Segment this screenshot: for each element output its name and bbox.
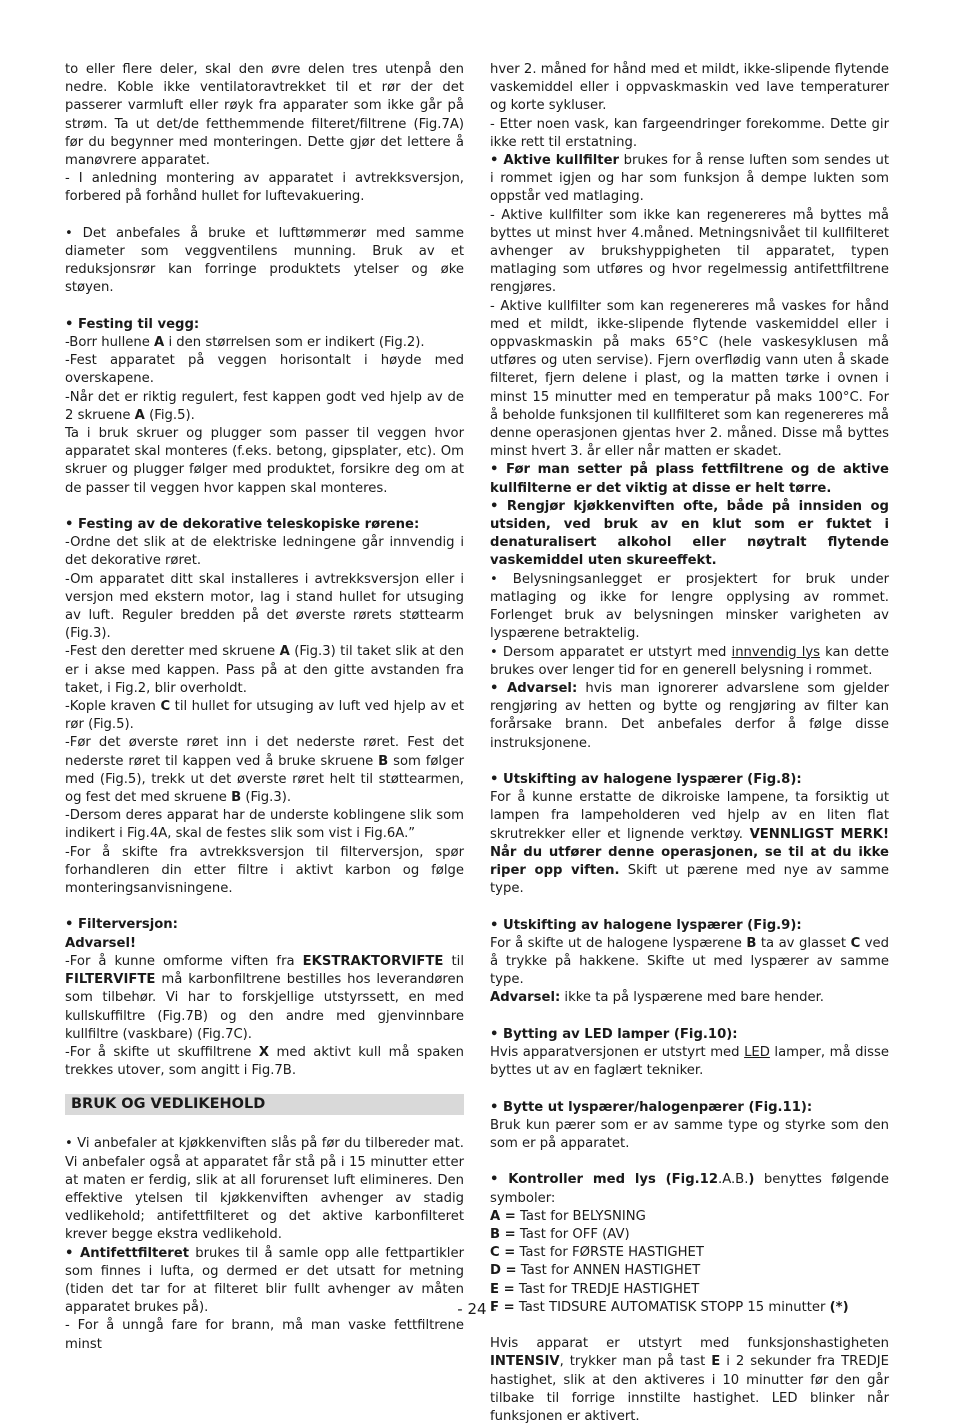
subheading-filter-version: • Filterversjon: — [65, 917, 178, 933]
subheading-warning: Advarsel! — [65, 935, 136, 951]
paragraph: -Kople kraven C til hullet for utsuging av luft ved hjelp av et rør (Fig.5). — [65, 699, 464, 733]
key-legend-item: D = Tast for ANNEN HASTIGHET — [490, 1263, 701, 1279]
paragraph: -Når det er riktig regulert, fest kappen godt ved hjelp av de 2 skruene A (Fig.5). — [65, 389, 464, 423]
subheading-fig11: • Bytte ut lyspærer/halogenpærer (Fig.11): — [490, 1099, 813, 1115]
paragraph: - I anledning montering av apparatet i avtrekksversjon, forbered på forhånd hullet for luftevakuering. — [65, 171, 464, 205]
paragraph: -Borr hullene A i den størrelsen som er indikert (Fig.2). — [65, 335, 425, 351]
paragraph: • Aktive kullfilter brukes for å rense luften som sendes ut i rommet igjen og har som funksjon å dempe lukten som oppstår ved matlaging. — [490, 153, 889, 205]
paragraph: -For å skifte ut skuffiltrene X med aktivt kull må spaken trekkes utover, som angitt i Fig.7B. — [65, 1044, 465, 1079]
paragraph: - Aktive kullfilter som ikke kan regenereres må byttes må byttes ut minst hver 4.måned. Metningsnivået til kullfilteret avhenger av brukshyppigheten til apparatet, typen matlaging som utføres og hvor regelmessig antifettfiltrene rengjøres. — [490, 207, 889, 296]
subheading-fig8: • Utskifting av halogene lyspærer (Fig.8): — [490, 771, 802, 787]
paragraph: -Før det øverste røret inn i det nederste røret. Fest det nederste røret til kappen ved å bruke skruene B som følger med (Fig.5), trekk ut det øverste røret helt til støttearmen, og fest det med skruene B (Fig.3). — [65, 735, 464, 806]
subheading-telescopic-tubes: • Festing av de dekorative teleskopiske rørene: — [65, 517, 420, 533]
paragraph: - Aktive kullfilter som kan regenereres må vaskes for hånd med et mildt, ikke-slipende flytende vaskemiddel eller i oppvaskmaskin på maks 65°C (hele vaskesyklusen må utføres og uten servise). Fjern overflødig vann uten å skade filteret, fjern delene i plast, og la matten tørke i ovnen i minst 15 minutter med en temperatur på maks 100°C. For å beholde funksjonen til kullfilteret som kan regenereres må denne operasjonen gjentas hver 2. måned. Disse må byttes minst hvert 3. år eller når matten er skadet. — [490, 298, 889, 460]
paragraph: -Dersom deres apparat har de underste koblingene slik som indikert i Fig.4A, skal de festes slik som vist i Fig.6A.” — [65, 808, 464, 842]
paragraph: to eller flere deler, skal den øvre delen tres utenpå den nedre. Koble ikke ventilatoravtrekket til et rør der det passerer varmluft eller røyk fra apparater som ikke går på strøm. Ta ut det/de fetthemmende filteret/filtrene (Fig.7A) før du begynner med monteringen. Dette gjør det lettere å manøvrere apparatet. — [65, 62, 464, 169]
subheading-wall-mounting: • Festing til vegg: — [65, 316, 200, 332]
subheading-fig10: • Bytting av LED lamper (Fig.10): — [490, 1026, 738, 1042]
key-legend-item: F = Tast TIDSURE AUTOMATISK STOPP 15 minutter (*) — [490, 1299, 849, 1315]
paragraph: - For å unngå fare for brann, må man vaske fettfiltrene minst — [65, 1318, 464, 1352]
paragraph: Advarsel: ikke ta på lyspærene med bare hender. — [490, 990, 824, 1006]
paragraph: • Advarsel: hvis man ignorerer advarslene som gjelder rengjøring av hetten og bytte og rengjøring av filter kan forårsake brann. Det anbefales derfor å følge disse instruksjonene. — [490, 680, 889, 751]
paragraph: hver 2. måned for hånd med et mildt, ikke-slipende flytende vaskemiddel eller i oppvaskmaskin ved lave temperaturer og korte sykluser. — [490, 62, 889, 114]
key-legend-item: C = Tast for FØRSTE HASTIGHET — [490, 1245, 704, 1261]
paragraph: -For å skifte fra avtrekksversjon til filterversjon, spør forhandleren din etter filtre i aktivt karbon og følge monteringsanvisningene. — [65, 844, 464, 897]
key-legend-item: E = Tast for TREDJE HASTIGHET — [490, 1281, 700, 1297]
paragraph: • Rengjør kjøkkenviften ofte, både på innsiden og utsiden, ved bruk av en klut som er fuktet i denaturalisert alkohol eller nøytralt flytende vaskemiddel uten skureeffekt. — [490, 498, 889, 569]
paragraph: -Fest den deretter med skruene A (Fig.3) til taket slik at den er i akse med kappen. Pass på at den gitte avstanden fra taket, i Fig.2, blir overholdt. — [65, 644, 464, 696]
paragraph: Hvis apparatversjonen er utstyrt med LED lamper, må disse byttes ut av en faglært tekniker. — [490, 1044, 889, 1079]
paragraph: Hvis apparat er utstyrt med funksjonshastigheten INTENSIV, trykker man på tast E i 2 sekunder fra TREDJE hastighet, slik at den aktiveres i 10 minutter før den går tilbake til forrige innstilte hastighet. LED blinker når funksjonen er aktivert. — [490, 1336, 889, 1424]
subheading-controls: • Kontroller med lys (Fig.12.A.B.) benyttes følgende symboler: — [490, 1172, 889, 1206]
paragraph: - Etter noen vask, kan fargeendringer forekomme. Dette gir ikke rett til erstatning. — [490, 116, 889, 150]
paragraph: Bruk kun pærer som er av samme type og styrke som den som er på apparatet. — [490, 1117, 889, 1151]
left-column — [65, 61, 464, 1354]
paragraph: • Vi anbefaler at kjøkkenviften slås på før du tilbereder mat. Vi anbefaler også at apparatet får stå på i 15 minutter etter at maten er ferdig, slik at all forurenset luft elimineres. Den effektive ytelsen til kjøkkenviften avhenger av stadig vedlikehold; antifettfilteret og det aktive karbonfilteret krever begge ekstra vedlikehold. — [65, 1136, 464, 1243]
paragraph: • Belysningsanlegget er prosjektert for bruk under matlaging og ikke for lengre opplysing av rommet. Forlenget bruk av belysningen minsker varigheten av lyspærene betraktelig. — [490, 571, 889, 642]
paragraph: -Om apparatet ditt skal installeres i avtrekksversjon eller i versjon med ekstern motor, lag i stand hullet for utsuging av luft. Reguler bredden på det øverste rørets støttearm (Fig.3). — [65, 571, 464, 642]
paragraph: -Fest apparatet på veggen horisontalt i høyde med overskapene. — [65, 353, 464, 387]
section-heading: BRUK OG VEDLIKEHOLD — [65, 1094, 464, 1115]
paragraph: For å kunne erstatte de dikroiske lampene, ta forsiktig ut lampen fra lampeholderen ved hjelp av en liten flat skrutrekker eller et lignende verktøy. VENNLIGST MERK! Når du utfører denne operasjonen, se til at du ikke riper opp viften. Skift ut pærene med nye av samme type. — [490, 790, 889, 897]
paragraph: For å skifte ut de halogene lyspærene B ta av glasset C ved å trykke på hakkene. Skifte ut med lyspærer av samme type. — [490, 935, 890, 988]
paragraph: Ta i bruk skruer og plugger som passer til veggen hvor apparatet skal monteres (f.eks. betong, gipsplater, etc). Om skruer og plugger følger med produktet, forsikre deg om at de passer til veggen hvor kappen skal monteres. — [65, 426, 464, 496]
paragraph: • Antifettfilteret brukes til å samle opp alle fettpartikler som finnes i lufta, og dermed er det utsatt for metning (tiden det tar for at filteret blir fullt avhenger av måten apparatet brukes på). — [65, 1245, 464, 1316]
paragraph: -Ordne det slik at de elektriske ledningene går innvendig i det dekorative røret. — [65, 535, 464, 569]
paragraph: -For å kunne omforme viften fra EKSTRAKTORVIFTE til FILTERVIFTE må karbonfiltrene bestilles hos leverandøren som tilbehør. Vi har to forskjellige utstyrssett, en med kullskuffiltre (Fig.7B) og den andre med gjenvinnbare kullfiltre (vaskbare) (Fig.7C). — [65, 953, 464, 1042]
key-legend-item: A = Tast for BELYSNING — [490, 1208, 646, 1224]
paragraph: • Det anbefales å bruke et lufttømmerør med samme diameter som veggventilens munning. Bruk av et reduksjonsrør kan forringe produktets ytelser og øke støyen. — [65, 225, 464, 296]
key-legend-item: B = Tast for OFF (AV) — [490, 1226, 630, 1242]
paragraph: • Dersom apparatet er utstyrt med innvendig lys kan dette brukes over lenger tid for en generell belysning i rommet. — [490, 644, 890, 678]
subheading-fig9: • Utskifting av halogene lyspærer (Fig.9): — [490, 917, 802, 933]
page-number: - 24 - — [457, 1300, 497, 1318]
paragraph: • Før man setter på plass fettfiltrene og de aktive kullfilterne er det viktig at disse er helt tørre. — [490, 462, 889, 496]
right-column — [490, 61, 889, 1426]
